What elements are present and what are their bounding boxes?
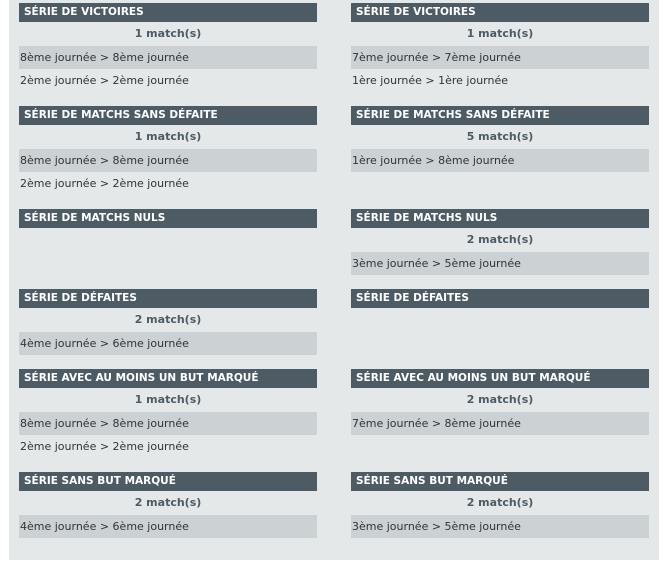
streak-section (19, 3, 317, 92)
streak-range-row: 1ère journée > 1ère journée (352, 74, 509, 87)
section-header: SÉRIE DE MATCHS NULS (19, 209, 317, 228)
streak-section (351, 472, 649, 538)
streak-range-row: 7ème journée > 8ème journée (351, 412, 649, 435)
section-header: SÉRIE SANS BUT MARQUÉ (19, 472, 317, 491)
section-header: SÉRIE AVEC AU MOINS UN BUT MARQUÉ (351, 369, 649, 388)
streak-range-row: 4ème journée > 6ème journée (19, 515, 317, 538)
streak-section (19, 106, 317, 195)
streak-range-row: 7ème journée > 7ème journée (351, 46, 649, 69)
streak-count: 2 match(s) (466, 496, 534, 509)
streak-count: 1 match(s) (134, 393, 202, 406)
streak-section (351, 106, 649, 172)
section-header: SÉRIE DE MATCHS SANS DÉFAITE (19, 106, 317, 125)
streak-range-row: 2ème journée > 2ème journée (20, 440, 189, 453)
streak-range-row: 8ème journée > 8ème journée (19, 149, 317, 172)
streak-section (19, 289, 317, 355)
streak-range-row: 2ème journée > 2ème journée (20, 177, 189, 190)
streak-section (19, 369, 317, 458)
streak-section (19, 209, 317, 228)
streaks-panel (9, 0, 659, 560)
streak-count: 2 match(s) (466, 393, 534, 406)
streak-range-row: 3ème journée > 5ème journée (351, 252, 649, 275)
section-header: SÉRIE DE MATCHS NULS (351, 209, 649, 228)
section-header: SÉRIE DE MATCHS SANS DÉFAITE (351, 106, 649, 125)
streak-range-row: 1ère journée > 8ème journée (351, 149, 649, 172)
section-header: SÉRIE SANS BUT MARQUÉ (351, 472, 649, 491)
streak-count: 5 match(s) (466, 130, 534, 143)
streak-range-row: 3ème journée > 5ème journée (351, 515, 649, 538)
streak-section (351, 289, 649, 308)
streak-count: 2 match(s) (134, 496, 202, 509)
streak-count: 1 match(s) (466, 27, 534, 40)
streak-range-row: 2ème journée > 2ème journée (20, 74, 189, 87)
section-header: SÉRIE DE DÉFAITES (19, 289, 317, 308)
streak-section (351, 3, 649, 92)
streak-section (351, 209, 649, 275)
streak-section (19, 472, 317, 538)
streak-range-row: 4ème journée > 6ème journée (19, 332, 317, 355)
streak-range-row: 8ème journée > 8ème journée (19, 46, 317, 69)
streak-range-row: 8ème journée > 8ème journée (19, 412, 317, 435)
section-header: SÉRIE DE DÉFAITES (351, 289, 649, 308)
streak-count: 2 match(s) (134, 313, 202, 326)
streak-section (351, 369, 649, 435)
streak-count: 1 match(s) (134, 130, 202, 143)
section-header: SÉRIE AVEC AU MOINS UN BUT MARQUÉ (19, 369, 317, 388)
section-header: SÉRIE DE VICTOIRES (351, 3, 649, 22)
streak-count: 1 match(s) (134, 27, 202, 40)
section-header: SÉRIE DE VICTOIRES (19, 3, 317, 22)
streak-count: 2 match(s) (466, 233, 534, 246)
